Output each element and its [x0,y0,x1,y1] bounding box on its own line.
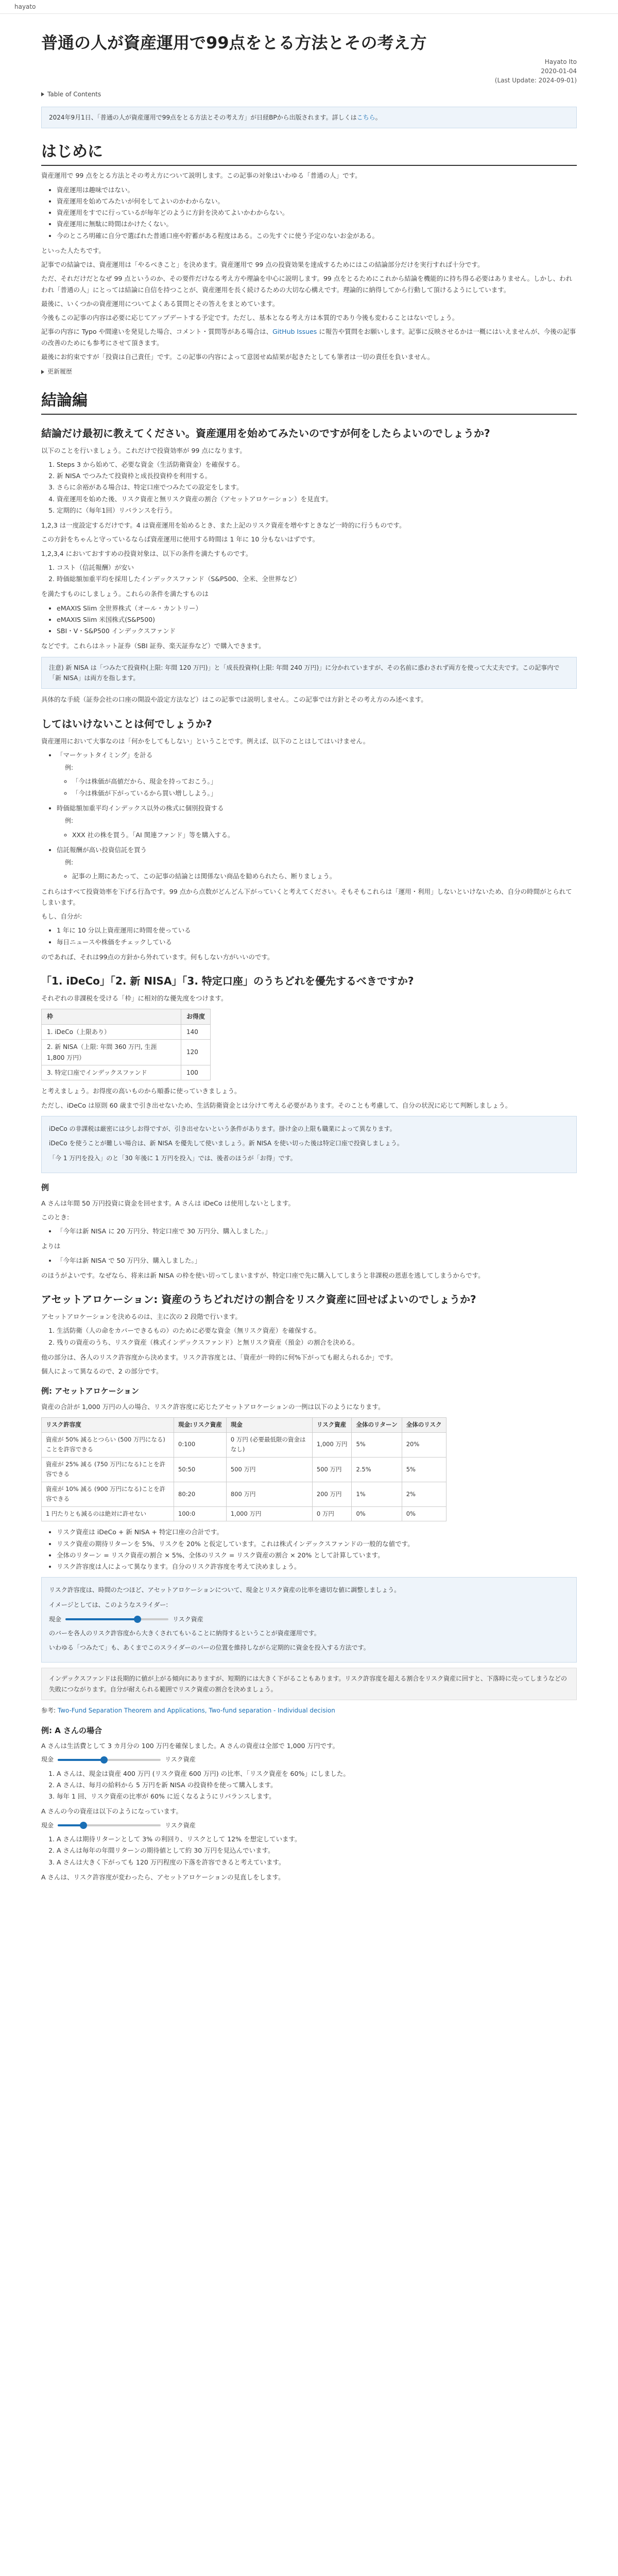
table-row [42,1457,447,1482]
alloc-p1: アセットアロケーションを決めるのは、主に次の 2 段階で行います。 [41,1313,242,1321]
list-item: • eMAXIS Slim 全世界株式（オール・カントリー） [57,603,577,614]
table-cell: 140 [181,1024,211,1039]
condition-list [41,562,577,585]
table-row [42,1506,447,1521]
alloc-p4: 資産の合計が 1,000 万円の人の場合、リスク許容度に応じたアセットアロケーションの一例は以下のようになります。 [41,1402,385,1411]
table-row [42,1432,447,1457]
dont-list-2 [41,925,577,947]
list-item: • 「今年は新 NISA で 50 万円分、購入しました。」 [57,1255,577,1266]
dont-item-2: 時価総額加重平均インデックス以外の株式に個別投資する [57,804,224,812]
alloc-example-heading: 例: アセットアロケーション [41,1386,140,1396]
list-item: 3. 毎年 1 回、リスク資産の比率が 60% に近くなるようにリバランスします。 [57,1791,577,1802]
slider-left-label: 現金 [41,1756,54,1764]
table-cell: 0% [352,1506,402,1521]
slider-track [58,1759,161,1761]
slider-right-label: リスク資産 [165,1821,196,1829]
callout-p2: iDeCo を使うことが難しい場合は、新 NISA を優先して使いましょう。新 NISA を使い切った後は特定口座で投資しましょう。 [49,1140,403,1147]
article [41,14,577,1883]
conclusion-heading: 結論編 [41,391,577,415]
intro-heading: はじめに [41,142,577,166]
disclosure-triangle-icon [41,92,44,96]
dont-list [41,750,577,882]
list-item [57,803,577,840]
priority-callout [41,1116,577,1173]
list-item: 1. A さんは期待リターンとして 3% の利回り、リスクとして 12% を想定しています。 [57,1834,577,1844]
column-header: 枠 [42,1009,181,1024]
table-of-contents-toggle[interactable] [41,89,577,99]
intro-p1: 資産運用で 99 点をとる方法とその考え方について説明します。この記事の対象はいわゆる「普通の人」です。 [41,172,362,180]
list-item [57,844,577,882]
example-heading: 例 [41,1183,49,1193]
page-title: 普通の人が資産運用で99点をとる方法とその考え方 [41,33,427,53]
nisa-note: 注意) 新 NISA は「つみたて投資枠(上限: 年間 120 万円)」と「成長投資枠(上限: 年間 240 万円)」に分かれていますが、その名前に惑わされず両方を使って大丈夫です。この記事内で「新 NISA」は両方を指します。 [41,657,577,689]
table-cell: 0 万円 [312,1506,352,1521]
list-item: 2. 残りの資産のうち、リスク資産（株式インデックスファンド）と無リスク資産（預金）の割合を決める。 [57,1337,577,1348]
table-cell: 3. 特定口座でインデックスファンド [42,1065,181,1080]
fund-list [41,603,577,637]
intro-p3: 記事での結論では、資産運用は「やるべきこと」を決めます。資産運用で 99 点の投資効果を達成するためにはこの結論部分だけを実行すれば十分です。 [41,261,484,269]
table-cell: 500 万円 [312,1457,352,1482]
table-cell: 100:0 [174,1506,227,1521]
list-item: 4. 資産運用を始めた後、リスク資産と無リスク資産の割合（アセットアロケーション）を見直す。 [57,494,577,504]
alloc-p3: 個人によって異なるので、2 の部分です。 [41,1367,163,1376]
priority-p3: ただし、iDeCo は原則 60 歳まで引き出せないため、生活防衛資金とは分けて考える必要があります。そのことも考慮して、自分の状況に応じて判断しましょう。 [41,1101,512,1109]
publication-notice [41,107,577,128]
conclusion-question: 結論だけ最初に教えてください。資産運用を始めてみたいのですが何をしたらよいのでしょうか? [41,427,490,439]
allocation-slider-3 [41,1820,577,1831]
table-cell: 資産が 25% 減る (750 万円になる)ことを許容できる [42,1457,174,1482]
list-item: • eMAXIS Slim 米国株式(S&P500) [57,614,577,625]
list-item: 1. コスト（信託報酬）が安い [57,562,577,573]
table-cell: 資産が 50% 減るとつらい (500 万円になる)ことを許容できる [42,1432,174,1457]
list-item: 2. A さんは、毎月の給料から 5 万円を新 NISA の投資枠を使って購入します。 [57,1780,577,1790]
table-cell: 50:50 [174,1457,227,1482]
allocation-slider [49,1614,569,1624]
table-cell: 0:100 [174,1432,227,1457]
intro-p4: ただ、それだけだとなぜ 99 点というのか、その要件だけなる考え方や理論を中心に説明します。99 点をとるためにこれから結論を機能的に持ち得る必要はありません。しかし、われわれ「普通の人」にとっては結論に自信を持つことが、資産運用を長く続けるための大切な心構えです。理論的に納得してから行動して頂けるようにしています。 [41,275,572,294]
table-cell: 500 万円 [226,1457,312,1482]
intro-p8: 最後にお約束ですが「投資は自己責任」です。この記事の内容によって意図せぬ結果が起きたとしても筆者は一切の責任を負いません。 [41,352,434,361]
column-header: 現金:リスク資産 [174,1418,227,1433]
list-item: 3. さらに余裕がある場合は、特定口座でつみたての設定をします。 [57,482,577,493]
example-label: 例: [65,859,74,867]
list-item: • 1 年に 10 分以上資産運用に時間を使っている [57,925,577,936]
list-item: 3. A さんは大きく下がっても 120 万円程度の下落を許容できると考えています。 [57,1857,577,1868]
list-item: 1. Steps 3 から始めて、必要な資金（生活防衛資金）を確保する。 [57,459,577,470]
slider-handle[interactable] [80,1822,87,1829]
list-item: 1. A さんは、現金は資産 400 万円 (リスク資産 600 万円) の比率、「リスク資産を 60%」にしました。 [57,1768,577,1779]
intro-p2: といった人たちです。 [41,246,105,255]
allocation-slider-2 [41,1754,577,1765]
column-header: お得度 [181,1009,211,1024]
table-row [42,1482,447,1506]
list-item: 2. 時価総額加重平均を採用したインデックスファンド（S&P500、全米、全世界など） [57,573,577,584]
table-cell: 5% [402,1457,446,1482]
table-cell: 1,000 万円 [226,1506,312,1521]
intro-p5: 最後に、いくつかの資産運用についてよくある質問とその答えをまとめています。 [41,299,279,308]
table-cell: 800 万円 [226,1482,312,1506]
slider-left-label: 現金 [49,1616,62,1623]
table-row [42,1024,211,1039]
allocation-heading: アセットアロケーション: 資産のうちどれだけの割合をリスク資産に回せばよいのでしょうか? [41,1293,476,1306]
list-item: 5. 定期的に（毎年1回）リバランスを行う。 [57,505,577,516]
list-item: • 資産運用をすでに行っているが毎年どのように方針を決めてよいかわからない。 [57,207,577,218]
site-name-link[interactable]: hayato [14,3,36,10]
example-item: ◦ 「今は株価が高値だから、現金を持っておこう。」 [72,776,577,787]
priority-heading: 「1. iDeCo」「2. 新 NISA」「3. 特定口座」のうちどれを優先するべきですか? [41,975,414,988]
publish-date: 2020-01-04 [541,67,577,75]
reference-line [41,1705,577,1716]
list-item: • 毎日ニュースや株価をチェックしている [57,937,577,947]
table-cell: 0% [402,1506,446,1521]
table-cell: 1,000 万円 [312,1432,352,1457]
changelog-toggle[interactable] [41,366,577,377]
conclusion-steps [41,459,577,516]
dont-p1: 資産運用において大事なのは「何かをしてもしない」ということです。例えば、以下のことはしてはいけません。 [41,737,370,745]
table-cell: 20% [402,1432,446,1457]
disclosure-triangle-icon [41,370,44,374]
slider-handle[interactable] [100,1756,108,1764]
table-header-row [42,1009,211,1024]
list-item: • 今のところ明確に自分で選ばれた普通口座や貯蓄がある程度はある。この先すぐに使う予定のないお金がある。 [57,230,577,241]
priority-p2: と考えましょう。お得度の高いものから順番に使っていきましょう。 [41,1087,241,1095]
table-cell: 0 万円 (必要最低限の資金はなし) [226,1432,312,1457]
example-p1: A さんは年間 50 万円投資に資金を回せます。A さんは iDeCo は使用しないとします。 [41,1199,295,1207]
a-san-p2: A さんの今の資産は以下のようになっています。 [41,1807,183,1816]
intro-bullets [41,184,577,241]
list-item: • 「今年は新 NISA に 20 万円分、特定口座で 30 万円分、購入しました。」 [57,1226,577,1236]
site-header [0,0,618,14]
dont-item-1: 「マーケットタイミング」を計る [57,751,153,759]
list-item: • 資産運用に無駄に時間はかけたくない。 [57,218,577,229]
example-list-2 [41,1255,577,1266]
alloc-steps [41,1325,577,1348]
callout-p2: イメージとしては、このようなスライダー: [49,1601,168,1608]
toc-label: Table of Contents [47,90,101,98]
example-p3: よりは [41,1242,61,1250]
slider-handle[interactable] [134,1616,141,1623]
slider-fill [65,1618,138,1620]
slider-track [65,1618,168,1620]
slider-fill [58,1759,104,1761]
slider-right-label: リスク資産 [173,1616,203,1623]
reference-prefix: 参考: [41,1707,58,1715]
table-row [42,1040,211,1065]
intro-p7 [41,326,577,348]
intro-p7-text: 記事の内容に Typo や間違いを発見した場合、コメント・質問等がある場合は、 [41,328,273,336]
conclusion-p1: 以下のことを行いましょう。これだけで投資効率が 99 点になります。 [41,446,246,454]
column-header: 現金 [226,1418,312,1433]
column-header: リスク資産 [312,1418,352,1433]
notice-link[interactable]: こちら [356,113,375,121]
example-item: ◦ 「今は株価が下がっているから買い増ししよう。」 [72,788,577,799]
dont-item-3: 信託報酬が高い投資信託を買う [57,845,147,854]
notice-end: 。 [375,113,382,121]
table-cell: 1. iDeCo（上限あり） [42,1024,181,1039]
example-p2: このとき: [41,1213,70,1221]
table-cell: 80:20 [174,1482,227,1506]
table-cell: 2.5% [352,1457,402,1482]
table-row [42,1065,211,1080]
list-item: • リスク資産の期待リターンを 5%、リスクを 20% と仮定しています。これは株式インデックスファンドの一般的な値です。 [57,1538,577,1549]
callout-p4: いわゆる「つみたて」も、あくまでこのスライダーのバーの位置を維持しながら定期的に資金を投入する方法です。 [49,1644,370,1652]
table-cell: 120 [181,1040,211,1065]
example-item: ◦ XXX 社の株を買う。「AI 関連ファンド」等を購入する。 [72,829,577,840]
slider-right-label: リスク資産 [165,1756,196,1764]
slider-callout [41,1577,577,1663]
table-cell: 5% [352,1432,402,1457]
list-item: • リスク資産は iDeCo + 新 NISA + 特定口座の合計です。 [57,1527,577,1537]
a-san-steps [41,1768,577,1802]
allocation-table [41,1417,447,1521]
a-san-p1: A さんは生活費として 3 カ月分の 100 万円を確保しました。A さんの資産は全部で 1,000 万円です。 [41,1742,339,1750]
conclusion-p5: を満たすものにしましょう。これらの条件を満たすものは [41,590,209,598]
slider-track [58,1824,161,1826]
list-item: 1. 生活防衛（人の命をカバーできるもの）のために必要な資金（無リスク資産）を確保する。 [57,1325,577,1336]
example-label: 例: [65,817,74,825]
a-san-steps-2 [41,1834,577,1868]
column-header: 全体のリスク [402,1418,446,1433]
list-item: • リスク許容度は人によって異なります。自分のリスク許容度を考えて決めましょう。 [57,1561,577,1572]
table-cell: 1 円たりとも減るのは絶対に許せない [42,1506,174,1521]
list-item: • 資産運用は趣味ではない。 [57,184,577,195]
table-cell: 2% [402,1482,446,1506]
dont-heading: してはいけないことは何でしょうか? [41,717,212,730]
list-item: • SBI・V・S&P500 インデックスファンド [57,625,577,636]
reference-link[interactable]: Two-Fund Separation Theorem and Applications, Two-fund separation - Individual decision [57,1707,335,1715]
changelog-label: 更新履歴 [47,368,73,376]
table-cell: 200 万円 [312,1482,352,1506]
alloc-p2: 他の部分は、各人のリスク許容度から決めます。リスク許容度とは、「資産が一時的に何%下がっても耐えられるか」です。 [41,1353,397,1361]
conclusion-p6: などです。これらはネット証券（SBI 証券、楽天証券など）で購入できます。 [41,642,265,650]
table-cell: 2. 新 NISA（上限: 年間 360 万円, 生涯 1,800 万円） [42,1040,181,1065]
list-item: • 全体のリターン = リスク資産の割合 × 5%、全体のリスク = リスク資産の割合 × 20% として計算しています。 [57,1550,577,1561]
intro-p6: 今後もこの記事の内容は必要に応じてアップデートする予定です。ただし、基本となる考え方は本質的であり今後も変わることはないでしょう。 [41,314,459,322]
risk-warning: インデックスファンドは長期的に値が上がる傾向にありますが、短期的には大きく下がることもあります。リスク許容度を超える割合をリスク資産に回すと、下落時に売ってしまうなどの失敗につながります。自分が耐えられる範囲でリスク資産の割合を決めましょう。 [41,1668,577,1700]
example-item: ◦ 記事の上期にあたって、この記事の結論とは関係ない商品を勧められたら、断りましょう。 [72,871,577,882]
callout-p3: のバーを各人のリスク許容度から大きくされてもいることに納得するということが資産運用です。 [49,1629,320,1637]
dont-p2: これらはすべて投資効率を下げる行為です。99 点から点数がどんどん下がっていくと考えてください。そもそもこれらは「運用・利用」しないといけないため、自分の時間がとられてしまいます。 [41,887,572,906]
conclusion-p7: 具体的な手続（証券会社の口座の開設や設定方法など）はこの記事では説明しません。この記事では方針とその考え方のみ述べます。 [41,696,427,704]
list-item: 2. A さんは毎年の年間リターンの期待値として約 30 万円を見込んでいます。 [57,1845,577,1856]
slider-left-label: 現金 [41,1821,54,1829]
author: Hayato Ito [544,58,577,65]
table-cell: 資産が 10% 減る (900 万円になる)ことを許容できる [42,1482,174,1506]
priority-p1: それぞれの非課税を受ける「枠」に相対的な優先度をつけます。 [41,994,228,1003]
callout-p1: リスク許容度は、時間のたつほど、アセットアロケーションについて、現金とリスク資産の比率を適切な値に調整しましょう。 [49,1586,401,1594]
conclusion-p2: 1,2,3 は一度設定するだけです。4 は資産運用を始めるとき、また上記のリスク資産を増やすときなど一時的に行うものです。 [41,521,406,530]
list-item: 2. 新 NISA でつみたて投資枠と成長投資枠を利用する。 [57,470,577,481]
github-issues-link[interactable]: GitHub Issues [272,328,317,336]
dont-p4: のであれば、それは99点の方針から外れています。何もしない方がいいのです。 [41,953,274,961]
list-item [57,750,577,799]
table-cell: 1% [352,1482,402,1506]
callout-p1: iDeCo の非課税は厳密には少しお得ですが、引き出せないという条件があります。掛け金の上限も職業によって異なります。 [49,1125,396,1132]
priority-table [41,1009,211,1080]
conclusion-p3: この方針をちゃんと守っているならば資産運用に使用する時間は 1 年に 10 分もないはずです。 [41,535,319,544]
column-header: リスク許容度 [42,1418,174,1433]
example-p4: のほうがよいです。なぜなら、将来は新 NISA の枠を使い切ってしまいますが、特定口座で先に購入してしまうと非課税の恩恵を逃してしまうからです。 [41,1271,485,1279]
a-san-heading: 例: A さんの場合 [41,1725,102,1735]
column-header: 全体のリターン [352,1418,402,1433]
list-item: • 資産運用を始めてみたいが何をしてよいのかわからない。 [57,196,577,207]
example-list-1 [41,1226,577,1236]
table-header-row [42,1418,447,1433]
example-label: 例: [65,764,74,772]
dont-p3: もし、自分が: [41,912,82,921]
article-meta [41,57,577,85]
alloc-notes [41,1527,577,1572]
a-san-p3: A さんは、リスク許容度が変わったら、アセットアロケーションの見直しをします。 [41,1873,285,1881]
intro-p7-end: に報告や質問をお願いします。記事に反映させるかは一概にはいえませんが、今後の記事の改善のためにも参考にさせて頂きます。 [41,328,576,347]
last-update: (Last Update: 2024-09-01) [494,76,577,84]
table-cell: 100 [181,1065,211,1080]
notice-text: 2024年9月1日、「普通の人が資産運用で99点をとる方法とその考え方」が日経BPから出版されます。詳しくは [49,113,357,121]
callout-p3: 「今 1 万円を投入」のと「30 年後に 1 万円を投入」では、後者のほうが「お得」です。 [49,1154,297,1162]
conclusion-p4: 1,2,3,4 においておすすめの投資対象は、以下の条件を満たすものです。 [41,549,252,557]
